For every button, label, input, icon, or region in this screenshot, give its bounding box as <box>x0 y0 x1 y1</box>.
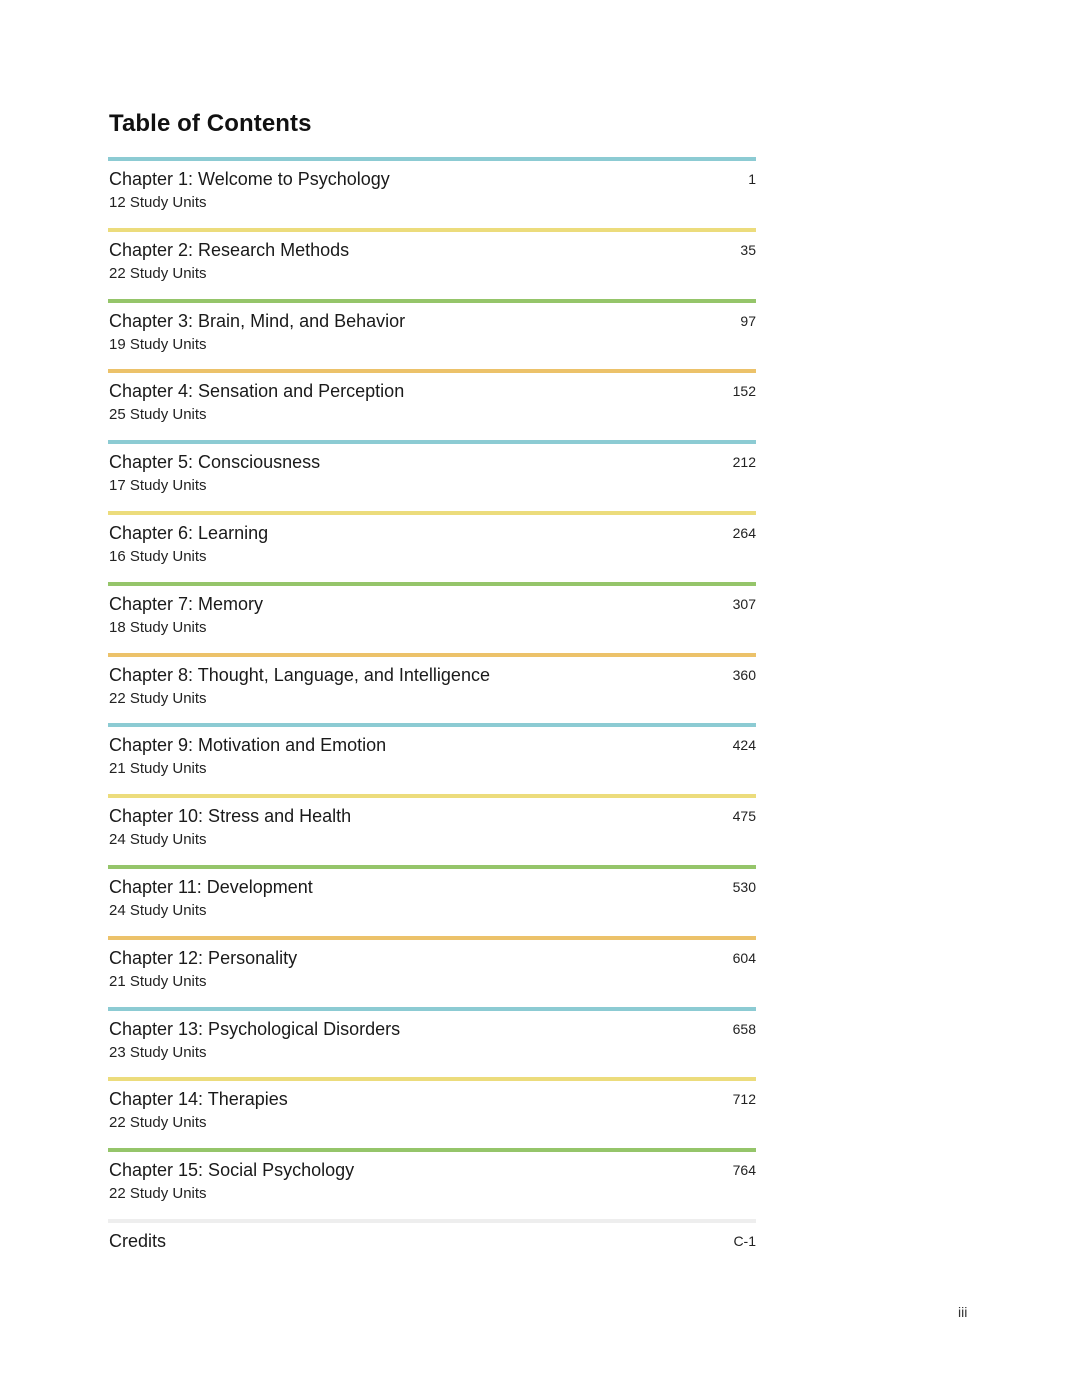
table-of-contents <box>108 157 756 1290</box>
entry-title[interactable]: Chapter 14: Therapies <box>109 1089 288 1110</box>
color-rule <box>108 157 756 161</box>
toc-entry-chapter-7[interactable] <box>108 582 756 653</box>
entry-page-number: 152 <box>732 383 756 400</box>
toc-entry-chapter-2[interactable] <box>108 228 756 299</box>
color-rule <box>108 511 756 515</box>
page-title: Table of Contents <box>109 110 312 137</box>
entry-title[interactable]: Chapter 2: Research Methods <box>109 239 350 260</box>
toc-entry-chapter-15[interactable] <box>108 1148 756 1219</box>
color-rule <box>108 653 756 657</box>
toc-entry-chapter-5[interactable] <box>108 440 756 511</box>
entry-study-units: 24 Study Units <box>109 901 207 919</box>
entry-page-number: 604 <box>732 949 756 966</box>
entry-title[interactable]: Chapter 6: Learning <box>109 522 269 543</box>
entry-title[interactable]: Chapter 15: Social Psychology <box>109 1160 355 1181</box>
entry-study-units: 19 Study Units <box>109 335 207 353</box>
color-rule <box>108 1007 756 1011</box>
entry-title[interactable]: Chapter 7: Memory <box>109 593 264 614</box>
entry-title[interactable]: Chapter 3: Brain, Mind, and Behavior <box>109 310 406 331</box>
entry-study-units: 24 Study Units <box>109 831 207 849</box>
toc-entry-chapter-4[interactable] <box>108 369 756 440</box>
entry-page-number: 97 <box>740 312 756 329</box>
color-rule <box>108 723 756 727</box>
toc-entry-chapter-8[interactable] <box>108 653 756 724</box>
toc-entry-chapter-12[interactable] <box>108 936 756 1007</box>
toc-entry-chapter-10[interactable] <box>108 794 756 865</box>
entry-title[interactable]: Chapter 11: Development <box>109 876 313 897</box>
color-rule <box>108 582 756 586</box>
entry-title[interactable]: Chapter 8: Thought, Language, and Intelligence <box>109 664 490 685</box>
entry-page-number: 475 <box>732 808 756 825</box>
entry-study-units: 22 Study Units <box>109 1114 207 1132</box>
toc-entry-chapter-1[interactable] <box>108 157 756 228</box>
color-rule <box>108 1077 756 1081</box>
entry-title[interactable]: Chapter 12: Personality <box>109 947 298 968</box>
toc-entry-chapter-14[interactable] <box>108 1077 756 1148</box>
toc-entry-chapter-11[interactable] <box>108 865 756 936</box>
entry-study-units: 22 Study Units <box>109 689 207 707</box>
entry-title[interactable]: Chapter 9: Motivation and Emotion <box>109 735 387 756</box>
entry-page-number: C-1 <box>733 1232 756 1249</box>
entry-page-number: 424 <box>732 737 756 754</box>
entry-study-units: 16 Study Units <box>109 547 207 565</box>
entry-study-units: 25 Study Units <box>109 406 207 424</box>
color-rule <box>108 1148 756 1152</box>
entry-study-units: 21 Study Units <box>109 972 207 990</box>
color-rule <box>108 299 756 303</box>
color-rule <box>108 936 756 940</box>
entry-page-number: 307 <box>732 595 756 612</box>
color-rule <box>108 440 756 444</box>
entry-title[interactable]: Chapter 10: Stress and Health <box>109 806 352 827</box>
color-rule <box>108 794 756 798</box>
entry-page-number: 360 <box>732 666 756 683</box>
entry-study-units: 23 Study Units <box>109 1043 207 1061</box>
entry-page-number: 530 <box>732 878 756 895</box>
entry-study-units: 21 Study Units <box>109 760 207 778</box>
entry-page-number: 712 <box>732 1091 756 1108</box>
toc-entry-chapter-6[interactable] <box>108 511 756 582</box>
toc-entry-chapter-9[interactable] <box>108 723 756 794</box>
entry-page-number: 764 <box>732 1162 756 1179</box>
color-rule <box>108 228 756 232</box>
entry-title[interactable]: Chapter 5: Consciousness <box>109 452 321 473</box>
entry-title[interactable]: Chapter 4: Sensation and Perception <box>109 381 405 402</box>
color-rule <box>108 865 756 869</box>
entry-title[interactable]: Credits <box>109 1230 167 1251</box>
entry-page-number: 1 <box>748 171 756 187</box>
entry-page-number: 35 <box>740 241 756 258</box>
entry-study-units: 12 Study Units <box>109 194 207 211</box>
toc-entry-credits[interactable] <box>108 1219 756 1290</box>
entry-title[interactable]: Chapter 1: Welcome to Psychology <box>109 169 390 189</box>
entry-page-number: 658 <box>732 1020 756 1037</box>
entry-study-units: 22 Study Units <box>109 1185 207 1203</box>
page-number: iii <box>958 1304 968 1320</box>
entry-study-units: 22 Study Units <box>109 264 207 282</box>
entry-study-units: 17 Study Units <box>109 477 207 495</box>
color-rule <box>108 1219 756 1223</box>
entry-page-number: 264 <box>732 524 756 541</box>
entry-study-units: 18 Study Units <box>109 618 207 636</box>
toc-entry-chapter-13[interactable] <box>108 1007 756 1078</box>
entry-page-number: 212 <box>732 454 756 471</box>
color-rule <box>108 369 756 373</box>
entry-title[interactable]: Chapter 13: Psychological Disorders <box>109 1018 401 1039</box>
toc-entry-chapter-3[interactable] <box>108 299 756 370</box>
